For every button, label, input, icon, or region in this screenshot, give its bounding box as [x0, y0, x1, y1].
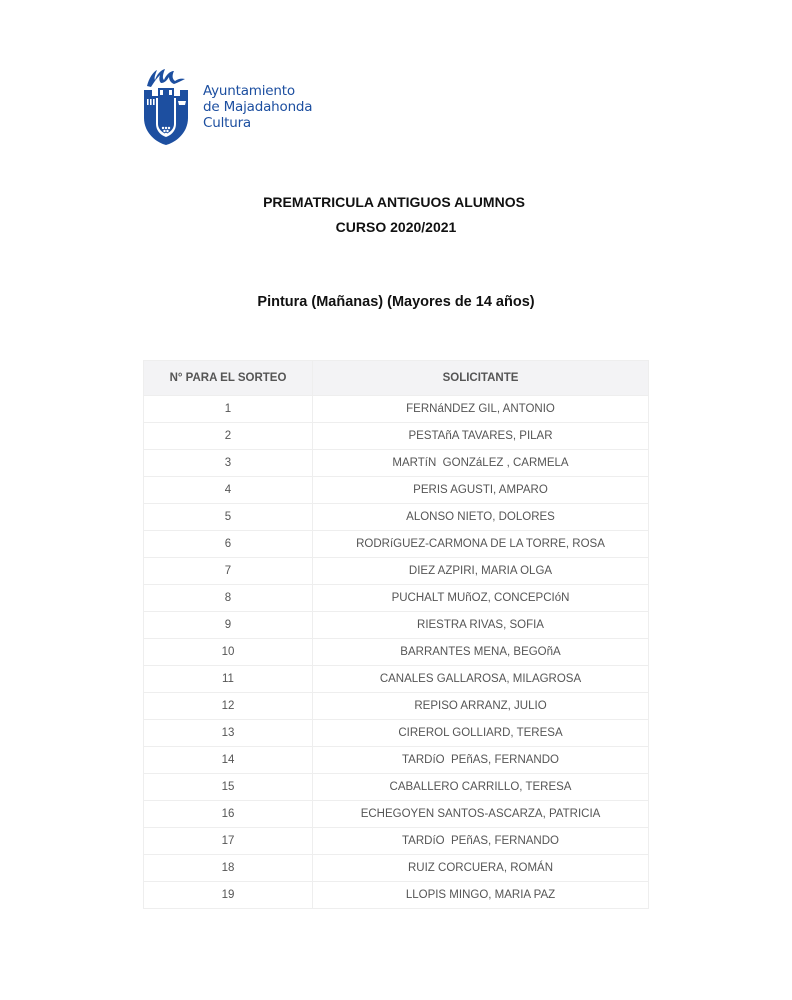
table-row	[144, 477, 649, 504]
table-row	[144, 531, 649, 558]
table-row	[144, 639, 649, 666]
table-row	[144, 612, 649, 639]
applicant-name-cell: REPISO ARRANZ, JULIO	[313, 693, 649, 720]
table-row	[144, 720, 649, 747]
logo-line-1: Ayuntamiento	[203, 83, 295, 99]
logo-line-3: Cultura	[203, 115, 252, 131]
document-title: PREMATRICULA ANTIGUOS ALUMNOS	[263, 194, 525, 210]
lottery-number-cell: 14	[144, 747, 313, 774]
logo-line-2: de Majadahonda	[203, 99, 313, 115]
table-row	[144, 828, 649, 855]
applicant-name-cell: CANALES GALLAROSA, MILAGROSA	[313, 666, 649, 693]
lottery-number-cell: 8	[144, 585, 313, 612]
lottery-number-cell: 1	[144, 396, 313, 423]
lottery-number-cell: 7	[144, 558, 313, 585]
applicant-name-cell: RODRíGUEZ-CARMONA DE LA TORRE, ROSA	[313, 531, 649, 558]
lottery-number-cell: 11	[144, 666, 313, 693]
lottery-number-cell: 18	[144, 855, 313, 882]
applicant-name-cell: PUCHALT MUñOZ, CONCEPCIóN	[313, 585, 649, 612]
applicant-name-cell: ECHEGOYEN SANTOS-ASCARZA, PATRICIA	[313, 801, 649, 828]
table-row	[144, 558, 649, 585]
header-applicant: SOLICITANTE	[313, 361, 649, 396]
subject-heading: Pintura (Mañanas) (Mayores de 14 años)	[257, 294, 535, 310]
applicant-name-cell: ALONSO NIETO, DOLORES	[313, 504, 649, 531]
table-row	[144, 774, 649, 801]
applicant-name-cell: RUIZ CORCUERA, ROMÁN	[313, 855, 649, 882]
applicants-table	[143, 360, 649, 909]
lottery-number-cell: 9	[144, 612, 313, 639]
applicant-name-cell: MARTíN GONZáLEZ , CARMELA	[313, 450, 649, 477]
table-row	[144, 855, 649, 882]
course-year: CURSO 2020/2021	[335, 219, 457, 235]
lottery-number-cell: 17	[144, 828, 313, 855]
table-row	[144, 450, 649, 477]
table-row	[144, 882, 649, 909]
lottery-number-cell: 19	[144, 882, 313, 909]
lottery-number-cell: 15	[144, 774, 313, 801]
logo-text	[203, 83, 312, 131]
applicant-name-cell: PERIS AGUSTI, AMPARO	[313, 477, 649, 504]
lottery-number-cell: 13	[144, 720, 313, 747]
table-row	[144, 693, 649, 720]
table-row	[144, 666, 649, 693]
applicant-name-cell: TARDíO PEñAS, FERNANDO	[313, 747, 649, 774]
header-lottery-number: N° PARA EL SORTEO	[144, 361, 313, 396]
lottery-number-cell: 5	[144, 504, 313, 531]
applicant-name-cell: PESTAñA TAVARES, PILAR	[313, 423, 649, 450]
table-row	[144, 585, 649, 612]
lottery-number-cell: 2	[144, 423, 313, 450]
table-row	[144, 504, 649, 531]
applicant-name-cell: DIEZ AZPIRI, MARIA OLGA	[313, 558, 649, 585]
table-row	[144, 801, 649, 828]
table-header-row	[144, 361, 649, 396]
applicant-name-cell: FERNáNDEZ GIL, ANTONIO	[313, 396, 649, 423]
majadahonda-crest-icon	[143, 66, 189, 146]
lottery-number-cell: 12	[144, 693, 313, 720]
applicant-name-cell: CABALLERO CARRILLO, TERESA	[313, 774, 649, 801]
lottery-number-cell: 16	[144, 801, 313, 828]
table-row	[144, 396, 649, 423]
lottery-number-cell: 3	[144, 450, 313, 477]
applicant-name-cell: BARRANTES MENA, BEGOñA	[313, 639, 649, 666]
table-row	[144, 747, 649, 774]
applicant-name-cell: LLOPIS MINGO, MARIA PAZ	[313, 882, 649, 909]
lottery-number-cell: 6	[144, 531, 313, 558]
applicant-name-cell: TARDíO PEñAS, FERNANDO	[313, 828, 649, 855]
lottery-number-cell: 10	[144, 639, 313, 666]
applicant-name-cell: RIESTRA RIVAS, SOFIA	[313, 612, 649, 639]
logo	[143, 66, 323, 146]
lottery-number-cell: 4	[144, 477, 313, 504]
table-row	[144, 423, 649, 450]
applicant-name-cell: CIREROL GOLLIARD, TERESA	[313, 720, 649, 747]
